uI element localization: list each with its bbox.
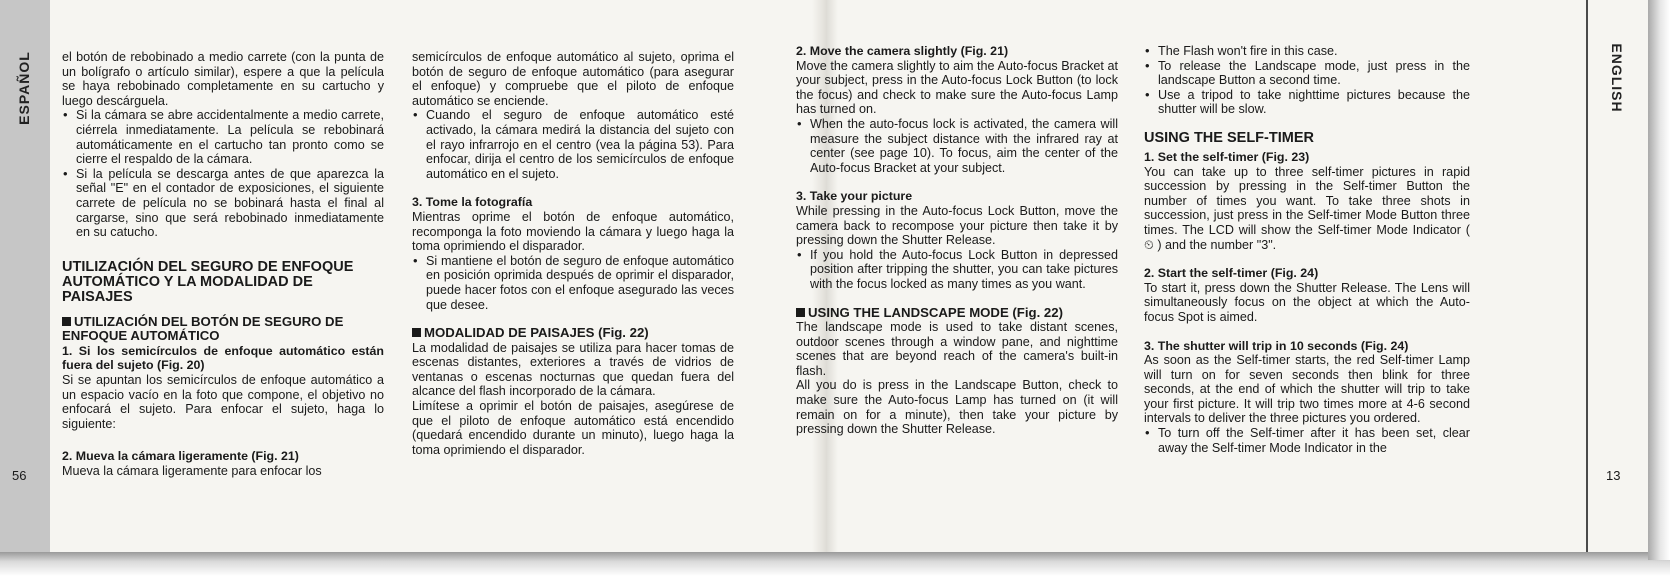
bullet-item: • If you hold the Auto-focus Lock Button in depressed position after tripping the shutter, you can take pictures with the focus locked as many times as you want. [796, 248, 1118, 292]
step-heading: 1. Set the self-timer (Fig. 23) [1144, 149, 1310, 164]
paragraph: el botón de rebobinado a medio carrete (con la punta de un bolígrafo o artículo similar), espere a que la película se haya rebobinado completamente en su cartucho y luego descárguela. [62, 50, 384, 108]
section-title: UTILIZACIÓN DEL SEGURO DE ENFOQUE AUTOMÁTICO Y LA MODALIDAD DE PAISAJES [62, 258, 354, 305]
bullet-item: • Cuando el seguro de enfoque automático esté activado, la cámara medirá la distancia del sujeto con el rayo infrarrojo en el centro (vea la página 53). Para enfocar, dirija el centro de los semicírculos de enfoque automático en el sujeto. [412, 108, 734, 181]
step-heading: 1. Si los semicírculos de enfoque automático están fuera del sujeto (Fig. 20) [62, 343, 384, 373]
paragraph: All you do is press in the Landscape Button, check to make sure the Auto-focus Lamp has turned on (it will remain on for a minute), then take your picture by pressing down the Shutter Release. [796, 378, 1118, 437]
paragraph: As soon as the Self-timer starts, the red Self-timer Lamp will turn on for seven seconds then blink for three seconds, at the end of which the shutter will trip to take your first picture. It will trip two times more at 4-6 second intervals to deliver the three pictures you ordered. [1144, 353, 1470, 426]
step-heading: 3. Take your picture [796, 189, 913, 204]
bullet-item: • To turn off the Self-timer after it has been set, clear away the Self-timer Mode Indicator in the [1144, 426, 1470, 455]
paragraph: Si se apuntan los semicírculos de enfoque automático a un espacio vacío en la foto que compone, el objetivo no enfocará el sujeto. Para enfocar el sujeto, haga lo siguiente: [62, 372, 384, 431]
square-bullet-icon [62, 317, 71, 326]
paragraph: Limítese a oprimir el botón de paisajes, asegúrese de que el piloto de enfoque automático está encendido (quedará encendido durante un minuto), luego haga la toma oprimiendo el disparador. [412, 398, 734, 457]
left-page-column-1 [62, 50, 384, 478]
language-label-english: ENGLISH [1609, 43, 1625, 113]
bullet-item: • To release the Landscape mode, just press in the landscape Button a second time. [1144, 59, 1470, 88]
bullet-item: • The Flash won't fire in this case. [1144, 44, 1470, 59]
page-shadow-right [1648, 0, 1670, 560]
left-page-column-2 [412, 50, 734, 457]
square-bullet-icon [796, 308, 805, 317]
step-heading: 3. The shutter will trip in 10 seconds (Fig. 24) [1144, 338, 1409, 353]
paragraph: Move the camera slightly to aim the Auto-focus Bracket at your subject, press in the Auto-focus Lock Button (to lock the focus) and check to make sure the Auto-focus Lamp has turned on. [796, 58, 1118, 117]
step-heading: 2. Start the self-timer (Fig. 24) [1144, 266, 1319, 281]
bullet-item: • Si la cámara se abre accidentalmente a medio carrete, ciérrela inmediatamente. La película se rebobinará automáticamente en el cartucho tan pronto como se cierre el respaldo de la cámara. [62, 108, 384, 166]
sub-title: USING THE LANDSCAPE MODE (Fig. 22) [796, 306, 1118, 321]
paragraph: While pressing in the Auto-focus Lock Button, move the camera back to recompose your picture then take it by pressing down the Shutter Release. [796, 203, 1118, 248]
step-heading: 3. Tome la fotografía [412, 195, 533, 210]
sub-title: MODALIDAD DE PAISAJES (Fig. 22) [412, 326, 734, 341]
section-title: USING THE SELF-TIMER [1144, 129, 1314, 146]
paragraph: To start it, press down the Shutter Release. The Lens will simultaneously focus on the object at which the Auto-focus Spot is aimed. [1144, 280, 1470, 324]
bullet-item: • Use a tripod to take nighttime pictures because the shutter will be slow. [1144, 88, 1470, 117]
paragraph: The landscape mode is used to take distant scenes, outdoor scenes through a window pane, and nighttime scenes that are beyond reach of the camera's built-in flash. [796, 320, 1118, 378]
bullet-item: • Si mantiene el botón de seguro de enfoque automático en posición oprimida después de oprimir el disparador, puede hacer fotos con el enfoque asegurado las veces que desee. [412, 254, 734, 312]
step-heading: 2. Mueva la cámara ligeramente (Fig. 21) [62, 449, 299, 464]
bullet-item: • When the auto-focus lock is activated, the camera will measure the subject distance with the infrared ray at center (see page 10). To focus, aim the center of the Auto-focus Bracket at your subject. [796, 117, 1118, 175]
right-page-column-2 [1144, 44, 1470, 455]
paragraph: La modalidad de paisajes se utiliza para hacer tomas de escenas distantes, exteriores a través de vidrios de ventanas o escenas nocturnas que quedan fuera del alcance del flash incorporado de la cámara. [412, 340, 734, 399]
paragraph: semicírculos de enfoque automático al sujeto, oprima el botón de seguro de enfoque automático (para asegurar el enfoque) y compruebe que el piloto de enfoque automático se enciende. [412, 50, 734, 108]
bullet-item: • Si la película se descarga antes de que aparezca la señal "E" en el contador de exposiciones, el siguiente carrete de película no se bobinará hasta el final al cargarse, sino que será rebobinado inmediatamente en su catucho. [62, 167, 384, 240]
page-shadow-bottom [0, 552, 1670, 576]
square-bullet-icon [412, 328, 421, 337]
page-number-right: 13 [1606, 468, 1621, 483]
page-number-left: 56 [12, 468, 27, 483]
sub-title: UTILIZACIÓN DEL BOTÓN DE SEGURO DE ENFOQUE AUTOMÁTICO [62, 313, 344, 344]
paragraph: Mientras oprime el botón de enfoque automático, recomponga la foto moviendo la cámara y luego haga la toma oprimiendo el disparador. [412, 209, 734, 254]
right-page-column-1 [796, 44, 1118, 437]
step-heading: 2. Move the camera slightly (Fig. 21) [796, 44, 1009, 58]
language-label-espanol: ESPAÑOL [16, 51, 32, 125]
paragraph: Mueva la cámara ligeramente para enfocar los [62, 463, 322, 478]
paragraph: You can take up to three self-timer pictures in rapid succession by pressing in the Self-timer Button the number of times you want. To take three shots in succession, just press in the Self-timer Mode Button three times. The LCD will show the Self-timer Mode Indicator ( ⏲ ) and the number "3". [1144, 164, 1470, 252]
